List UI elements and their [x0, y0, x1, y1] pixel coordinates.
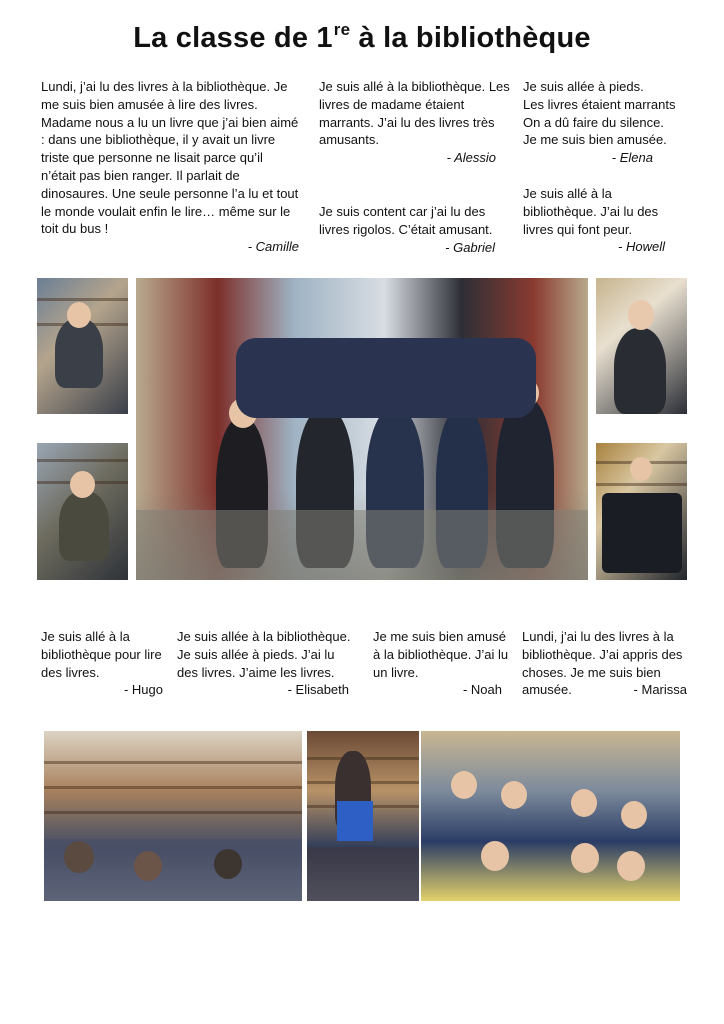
elena-line-2: Les livres étaient marrants: [523, 96, 676, 112]
photo-library-room: [44, 731, 302, 901]
text-elisabeth-body: Je suis allée à la bibliothèque. Je suis allée à pieds. J’ai lu des livres. J’aime les livres.: [177, 629, 351, 680]
text-alessio-body: Je suis allé à la bibliothèque. Les livres de madame étaient marrants. J’ai lu des livres très amusants.: [319, 79, 510, 148]
photo-boy-reading-1: [37, 278, 128, 414]
author-hugo: - Hugo: [123, 682, 163, 698]
author-camille: - Camille: [247, 239, 299, 255]
text-camille: [41, 78, 299, 256]
elena-line-1: Je suis allée à pieds.: [523, 79, 644, 94]
photo-children-sitting: [421, 731, 680, 901]
text-howell-body: Je suis allé à la bibliothèque. J’ai lu des livres qui font peur.: [523, 186, 659, 237]
author-elena: - Elena: [611, 150, 653, 166]
text-hugo: [41, 628, 165, 699]
text-hugo-body: Je suis allé à la bibliothèque pour lire des livres.: [41, 629, 162, 680]
author-alessio: - Alessio: [446, 150, 496, 166]
photo-class-group-on-steps: [136, 278, 588, 580]
text-camille-body: Lundi, j’ai lu des livres à la bibliothèque. Je me suis bien amusée à lire des livres. Madame nous a lu un livre que j’ai bien aimé : dans une bibliothèque, il y avait un livre triste que personne ne lisait parce qu’il n’était pas bien ranger. Il parlait de dinosaures. Une seule personne l’a lu et tout le monde voulait enfin le lire… même sur le toit du bus !: [41, 79, 299, 237]
photo-boy-with-books: [596, 443, 687, 580]
author-marissa: - Marissa: [633, 682, 687, 698]
text-marissa: [522, 628, 689, 699]
text-gabriel: [319, 203, 505, 256]
author-howell: - Howell: [618, 239, 665, 255]
title-main: La classe de 1: [133, 22, 333, 54]
photo-boy-reading-2: [37, 443, 128, 580]
photo-teacher-reading: [307, 731, 419, 901]
photo-girl-reading: [596, 278, 687, 414]
author-noah: - Noah: [462, 682, 502, 698]
title-superscript: re: [333, 20, 351, 39]
title-rest: à la bibliothèque: [350, 22, 591, 54]
text-alessio: [319, 78, 513, 167]
text-noah: [373, 628, 511, 699]
text-elena: [523, 78, 693, 167]
author-elisabeth: - Elisabeth: [287, 682, 349, 698]
elena-line-3: On a dû faire du silence.: [523, 114, 664, 130]
text-noah-body: Je me suis bien amusé à la bibliothèque. J’ai lu un livre.: [373, 629, 509, 680]
text-elisabeth: [177, 628, 359, 699]
author-gabriel: - Gabriel: [445, 239, 495, 255]
text-marissa-body: Lundi, j’ai lu des livres à la bibliothèque. J’ai appris des choses. Je me suis bien amusée.: [522, 629, 683, 698]
text-howell: [523, 185, 671, 256]
elena-line-4: Je me suis bien amusée.: [523, 132, 667, 148]
text-gabriel-body: Je suis content car j’ai lu des livres rigolos. C’était amusant.: [319, 204, 493, 237]
page-title: [0, 20, 724, 55]
